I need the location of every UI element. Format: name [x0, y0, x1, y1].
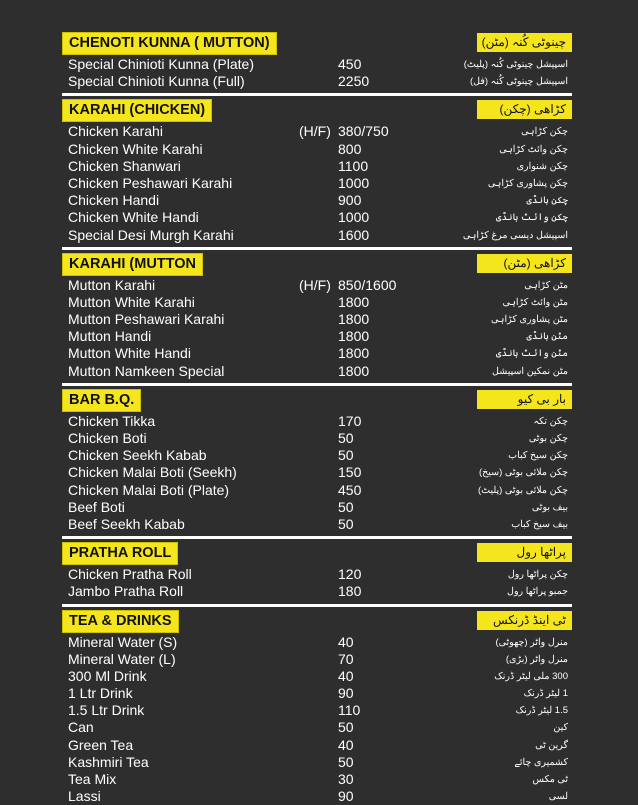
item-name: Chicken Seekh Kabab — [68, 447, 207, 464]
item-price: 90 — [338, 788, 354, 805]
item-name-urdu: منرل واٹر (چھوٹی) — [495, 634, 568, 651]
item-name: Chicken Boti — [68, 430, 147, 447]
item-price: 180 — [338, 583, 361, 600]
menu-item — [62, 771, 572, 788]
item-name: Chicken White Handi — [68, 209, 199, 226]
item-price: 1000 — [338, 175, 369, 192]
item-size-note: (H/F) — [299, 277, 331, 294]
item-price: 50 — [338, 754, 354, 771]
section-title-english: CHENOTI KUNNA ( MUTTON) — [62, 32, 277, 55]
menu-item — [62, 294, 572, 311]
menu-item — [62, 737, 572, 754]
item-name: Kashmiri Tea — [68, 754, 149, 771]
section-title-english: BAR B.Q. — [62, 389, 141, 412]
item-price: 50 — [338, 499, 354, 516]
menu-item — [62, 788, 572, 805]
item-name-urdu: اسپیشل چینوٹی کُنہ (پلیٹ) — [464, 56, 568, 73]
item-name-urdu: چکن ہانڈی — [526, 192, 568, 209]
item-name: Beef Seekh Kabab — [68, 516, 185, 533]
item-name: Mutton White Handi — [68, 345, 191, 362]
item-price: 110 — [338, 702, 360, 719]
item-name-urdu: چکن شنواری — [517, 158, 568, 175]
item-name: Chicken Malai Boti (Plate) — [68, 482, 229, 499]
item-name-urdu: بیف سیخ کباب — [511, 516, 568, 533]
item-name: Jambo Pratha Roll — [68, 583, 183, 600]
item-name: 1.5 Ltr Drink — [68, 702, 144, 719]
item-name: Chicken Handi — [68, 192, 159, 209]
menu-section — [62, 536, 572, 600]
item-name-urdu: مٹن نمکین اسپیشل — [492, 363, 568, 380]
item-price: 1800 — [338, 363, 369, 380]
item-name-urdu: چکن تکہ — [534, 413, 568, 430]
item-name: Chicken Karahi — [68, 123, 163, 140]
menu-item — [62, 719, 572, 736]
section-title-english: PRATHA ROLL — [62, 542, 178, 565]
item-price: 50 — [338, 430, 354, 447]
item-name: Special Chinioti Kunna (Plate) — [68, 56, 254, 73]
item-price: 50 — [338, 719, 354, 736]
item-price: 450 — [338, 56, 361, 73]
item-price: 850/1600 — [338, 277, 396, 294]
menu-item — [62, 447, 572, 464]
item-name-urdu: چکن سیخ کباب — [508, 447, 568, 464]
menu-section — [62, 32, 572, 90]
item-name-urdu: لسی — [549, 788, 568, 805]
item-price: 1800 — [338, 311, 369, 328]
menu-sections — [62, 32, 572, 805]
item-price: 170 — [338, 413, 361, 430]
item-price: 800 — [338, 141, 361, 158]
section-title-urdu: کڑاھی (چکن) — [477, 100, 572, 119]
item-price: 1800 — [338, 294, 369, 311]
section-title-english: KARAHI (MUTTON — [62, 253, 203, 276]
item-name-urdu: 1.5 لیٹر ڈرنک — [516, 702, 568, 719]
menu-item — [62, 175, 572, 192]
section-title-urdu: ٹی اینڈ ڈرنکس — [477, 611, 572, 630]
menu-item — [62, 73, 572, 90]
item-name: Special Chinioti Kunna (Full) — [68, 73, 245, 90]
item-price: 380/750 — [338, 123, 389, 140]
item-name: Can — [68, 719, 94, 736]
menu-item — [62, 413, 572, 430]
item-name-urdu: مٹن کڑاہی — [524, 277, 568, 294]
menu-section — [62, 383, 572, 533]
item-name: Special Desi Murgh Karahi — [68, 227, 234, 244]
item-name: Chicken Malai Boti (Seekh) — [68, 464, 237, 481]
section-header — [62, 389, 572, 412]
item-size-note: (H/F) — [299, 123, 331, 140]
item-name: Beef Boti — [68, 499, 125, 516]
item-price: 40 — [338, 668, 354, 685]
item-name-urdu: مٹن ہانڈی — [526, 328, 568, 345]
menu-item — [62, 345, 572, 362]
item-price: 1800 — [338, 345, 369, 362]
item-price: 900 — [338, 192, 361, 209]
item-price: 90 — [338, 685, 354, 702]
menu-item — [62, 566, 572, 583]
item-name-urdu: جمبو پراٹھا رول — [507, 583, 568, 600]
item-name-urdu: منرل واٹر (بڑی) — [506, 651, 568, 668]
section-title-urdu: پراٹھا رول — [477, 543, 572, 562]
item-price: 50 — [338, 516, 354, 533]
item-name: Green Tea — [68, 737, 133, 754]
item-price: 1100 — [338, 158, 368, 175]
item-price: 30 — [338, 771, 354, 788]
section-header — [62, 99, 572, 122]
item-price: 1800 — [338, 328, 369, 345]
section-header — [62, 542, 572, 565]
item-name: Mutton Karahi — [68, 277, 155, 294]
item-name: Chicken Shanwari — [68, 158, 181, 175]
menu-board — [62, 32, 572, 805]
item-price: 120 — [338, 566, 361, 583]
item-name-urdu: مٹن وائٹ ہانڈی — [496, 345, 568, 362]
item-name-urdu: کشمیری چائے — [514, 754, 568, 771]
section-title-urdu: کڑاھی (مٹن) — [477, 254, 572, 273]
menu-item — [62, 277, 572, 294]
menu-item — [62, 56, 572, 73]
menu-item — [62, 668, 572, 685]
item-name: Mutton Handi — [68, 328, 151, 345]
item-name: Chicken White Karahi — [68, 141, 203, 158]
item-name: Chicken Pratha Roll — [68, 566, 192, 583]
item-name-urdu: مٹن وائٹ کڑاہی — [502, 294, 568, 311]
menu-item — [62, 311, 572, 328]
item-name-urdu: مٹن پشاوری کڑاہی — [491, 311, 568, 328]
item-name: Mineral Water (S) — [68, 634, 177, 651]
item-name-urdu: چکن وائٹ ہانڈی — [496, 209, 568, 226]
menu-item — [62, 328, 572, 345]
section-header — [62, 610, 572, 633]
item-name-urdu: چکن بوٹی — [529, 430, 568, 447]
menu-item — [62, 651, 572, 668]
section-title-english: KARAHI (CHICKEN) — [62, 99, 212, 122]
item-price: 50 — [338, 447, 354, 464]
menu-item — [62, 754, 572, 771]
item-price: 1600 — [338, 227, 369, 244]
item-name: 300 Ml Drink — [68, 668, 147, 685]
item-name-urdu: گرین ٹی — [535, 737, 568, 754]
item-price: 70 — [338, 651, 354, 668]
item-name-urdu: چکن پشاوری کڑاہی — [488, 175, 568, 192]
item-name-urdu: چکن پراٹھا رول — [508, 566, 568, 583]
item-name-urdu: چکن وائٹ کڑاہی — [499, 141, 568, 158]
item-name: Mutton White Karahi — [68, 294, 195, 311]
item-name-urdu: بیف بوٹی — [532, 499, 568, 516]
item-name-urdu: کین — [553, 719, 568, 736]
item-name-urdu: 1 لیٹر ڈرنک — [524, 685, 568, 702]
section-title-english: TEA & DRINKS — [62, 610, 179, 633]
menu-item — [62, 192, 572, 209]
item-name-urdu: چکن کڑاہی — [521, 123, 568, 140]
menu-item — [62, 123, 572, 140]
menu-item — [62, 482, 572, 499]
item-name: 1 Ltr Drink — [68, 685, 133, 702]
item-name-urdu: اسپیشل چینوٹی کُنہ (فل) — [470, 73, 568, 90]
menu-item — [62, 702, 572, 719]
section-header — [62, 253, 572, 276]
item-price: 1000 — [338, 209, 369, 226]
item-name: Mutton Peshawari Karahi — [68, 311, 224, 328]
menu-item — [62, 685, 572, 702]
item-name: Chicken Tikka — [68, 413, 155, 430]
menu-item — [62, 499, 572, 516]
menu-item — [62, 464, 572, 481]
item-name-urdu: اسپیشل دیسی مرغ کڑاہی — [463, 227, 568, 244]
menu-item — [62, 430, 572, 447]
item-name: Chicken Peshawari Karahi — [68, 175, 232, 192]
menu-item — [62, 583, 572, 600]
menu-item — [62, 158, 572, 175]
menu-section — [62, 247, 572, 380]
item-price: 40 — [338, 634, 354, 651]
item-name-urdu: چکن ملائی بوٹی (پلیٹ) — [478, 482, 568, 499]
menu-item — [62, 209, 572, 226]
item-price: 40 — [338, 737, 354, 754]
section-title-urdu: بار بی کیو — [477, 390, 572, 409]
item-price: 150 — [338, 464, 361, 481]
menu-section — [62, 93, 572, 243]
item-name: Tea Mix — [68, 771, 116, 788]
item-name: Mineral Water (L) — [68, 651, 176, 668]
menu-item — [62, 634, 572, 651]
menu-item — [62, 227, 572, 244]
item-price: 2250 — [338, 73, 369, 90]
menu-item — [62, 363, 572, 380]
menu-section — [62, 604, 572, 805]
item-name-urdu: چکن ملائی بوٹی (سیخ) — [479, 464, 568, 481]
menu-item — [62, 141, 572, 158]
item-name: Lassi — [68, 788, 101, 805]
item-price: 450 — [338, 482, 361, 499]
item-name-urdu: ٹی مکس — [532, 771, 568, 788]
item-name-urdu: 300 ملی لیٹر ڈرنک — [494, 668, 568, 685]
section-header — [62, 32, 572, 55]
item-name: Mutton Namkeen Special — [68, 363, 224, 380]
menu-item — [62, 516, 572, 533]
section-title-urdu: چینوٹی کُنہ (مٹن) — [477, 33, 572, 52]
